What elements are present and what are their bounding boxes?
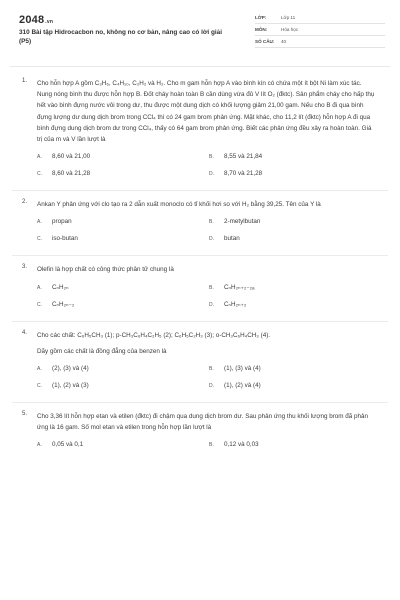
option-text: CₙH₂ₙ₋₂: [52, 300, 75, 308]
document-meta: [255, 12, 385, 48]
option-d[interactable]: [209, 233, 381, 250]
option-letter: D.: [209, 383, 214, 390]
question-divider: [12, 190, 388, 191]
option-text: 2-metylbutan: [224, 218, 261, 226]
meta-label: SỐ CÂU:: [255, 39, 275, 44]
question-prompt: Dãy gồm các chất là đồng đẳng của benzen là: [37, 347, 167, 355]
question-number: 2.: [22, 199, 28, 206]
question-text: Cho các chất: C₆H₅CH₃ (1); p-CH₃C₆H₄C₂H₅ (2); C₆H₅C₂H₃ (3); o-CH₃C₆H₄CH₃ (4).: [37, 331, 271, 339]
option-a[interactable]: [37, 439, 209, 456]
site-logo[interactable]: [19, 14, 53, 26]
header-divider: [10, 66, 390, 67]
option-letter: A.: [37, 284, 42, 291]
question-1: [0, 78, 400, 185]
answer-options: [37, 439, 378, 456]
question-text: Olefin là hợp chất có công thức phân tử chung là: [37, 266, 174, 274]
question-list: [0, 78, 400, 456]
option-text: (1), (2) và (3): [52, 382, 89, 390]
option-text: CₙH₂ₙ₊₂₋₂ₐ: [224, 283, 255, 291]
option-text: (1), (2) và (4): [224, 382, 261, 390]
option-letter: C.: [37, 383, 42, 390]
option-d[interactable]: [209, 299, 381, 316]
option-text: (2), (3) và (4): [52, 365, 89, 373]
meta-value: Hóa học: [281, 27, 299, 32]
option-text: propan: [52, 218, 72, 226]
option-letter: B.: [209, 154, 214, 161]
option-letter: D.: [209, 171, 214, 178]
option-text: 0,05 và 0,1: [52, 441, 84, 449]
question-text: Cho hỗn hợp A gồm C₃H₆, C₄H₁₀, C₂H₂ và H₂. Cho m gam hỗn hợp A vào bình kín có chứa một ít bột Ni làm xúc tác. Nung nóng bình thu được hỗn hợp B. Đốt cháy hoàn toàn B cần dùng vừa đủ V lít O₂ (đktc). Sản phẩm cháy cho hấp thụ hết vào bình đựng nước vôi trong dư, thu được một dung dịch có khối lượng giảm 21,00 gam. Nếu cho B đi qua bình đựng lượng dư dung dịch brom trong CCl₄ thì có 24 gam brom phản ứng. Mặt khác, cho 11,2 lít (đktc) hỗn hợp A đi qua bình đựng dung dịch brom dư trong CCl₄, thấy có 64 gam brom phản ứng. Biết các phản ứng đều xảy ra hoàn toàn. Giá trị của m và V lần lượt là: [37, 80, 375, 144]
option-d[interactable]: [209, 380, 381, 397]
option-letter: C.: [37, 236, 42, 243]
question-number: 4.: [22, 329, 28, 336]
option-a[interactable]: [37, 151, 209, 168]
option-letter: D.: [209, 236, 214, 243]
question-3: [0, 264, 400, 315]
question-2: [0, 199, 400, 250]
option-b[interactable]: [209, 363, 381, 380]
option-text: 8,60 và 21,00: [52, 153, 91, 161]
option-text: 8,70 và 21,28: [224, 170, 263, 178]
option-b[interactable]: [209, 151, 381, 168]
question-number: 3.: [22, 264, 28, 271]
option-letter: C.: [37, 171, 42, 178]
option-letter: A.: [37, 219, 42, 226]
option-text: 8,60 và 21,28: [52, 170, 91, 178]
question-5: [0, 411, 400, 456]
meta-label: MÔN:: [255, 27, 268, 32]
option-letter: A.: [37, 154, 42, 161]
option-text: CₙH₂ₙ₊₂: [224, 300, 247, 308]
option-letter: A.: [37, 366, 42, 373]
meta-row-subject: [255, 24, 385, 36]
option-letter: B.: [209, 366, 214, 373]
question-text: Ankan Y phản ứng với clo tạo ra 2 dẫn xuất monoclo có tỉ khối hơi so với H₂ bằng 39,25. Tên của Y là: [37, 201, 321, 209]
option-letter: B.: [209, 219, 214, 226]
option-b[interactable]: [209, 282, 381, 299]
option-text: 0,12 và 0,03: [224, 441, 259, 449]
option-letter: C.: [37, 301, 42, 308]
option-b[interactable]: [209, 439, 381, 456]
document-header: [0, 0, 400, 64]
meta-value: Lớp 11: [281, 15, 296, 20]
option-c[interactable]: [37, 380, 209, 397]
document-title: 310 Bài tập Hidrocacbon no, không no cơ bản, nâng cao có lời giải (P5): [19, 29, 222, 45]
option-d[interactable]: [209, 168, 381, 185]
option-letter: B.: [209, 442, 214, 449]
meta-label: LỚP:: [255, 15, 267, 20]
logo-suffix: .vn: [45, 19, 54, 25]
question-divider: [12, 321, 388, 322]
question-divider: [12, 255, 388, 256]
option-c[interactable]: [37, 299, 209, 316]
option-letter: A.: [37, 442, 42, 449]
option-letter: B.: [209, 284, 214, 291]
question-number: 5.: [22, 411, 28, 418]
answer-options: [37, 216, 378, 250]
answer-options: [37, 282, 378, 316]
question-4: [0, 330, 400, 397]
option-text: 8,55 và 21,84: [224, 153, 263, 161]
meta-row-count: [255, 36, 385, 48]
option-a[interactable]: [37, 363, 209, 380]
option-text: (1), (3) và (4): [224, 365, 261, 373]
option-b[interactable]: [209, 216, 381, 233]
option-a[interactable]: [37, 282, 209, 299]
logo-main: 2048: [19, 14, 45, 26]
option-text: iso-butan: [52, 235, 78, 243]
option-letter: D.: [209, 301, 214, 308]
answer-options: [37, 363, 378, 397]
option-a[interactable]: [37, 216, 209, 233]
meta-value: 40: [281, 39, 287, 44]
option-text: butan: [224, 235, 240, 243]
question-text: Cho 3,36 lít hỗn hợp etan và etilen (đktc) đi chậm qua dung dịch brom dư. Sau phản ứng thu khối lượng brom đã phản ứng là 16 gam. Số mol etan và etilen trong hỗn hợp lần lượt là: [37, 413, 369, 432]
option-text: CₙH₂ₙ: [52, 283, 69, 291]
option-c[interactable]: [37, 233, 209, 250]
question-number: 1.: [22, 78, 28, 84]
answer-options: [37, 151, 378, 185]
meta-row-class: [255, 12, 385, 24]
option-c[interactable]: [37, 168, 209, 185]
question-divider: [12, 402, 388, 403]
